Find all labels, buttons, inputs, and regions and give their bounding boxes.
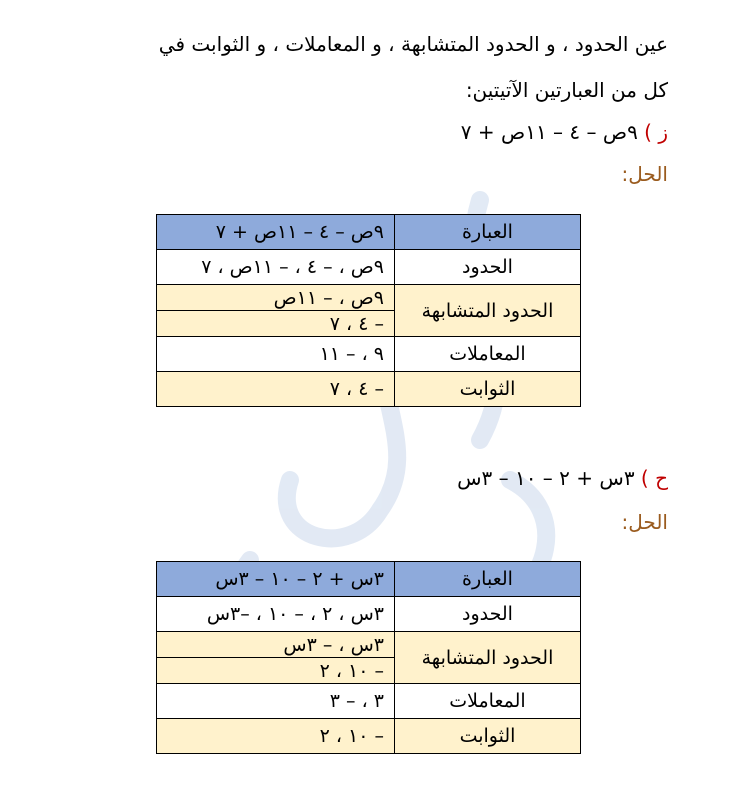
problem-2-solution-label: الحل:: [621, 510, 668, 534]
table-row-constants: [157, 719, 581, 754]
table-row-constants: [157, 372, 581, 407]
terms-label: الحدود: [395, 597, 581, 632]
like-terms-value-1: ٩ص ، – ١١ص: [157, 285, 395, 311]
table-row-expression: [157, 562, 581, 597]
table-row-coefficients: [157, 684, 581, 719]
expression-value: ٣س + ٢ – ١٠ – ٣س: [157, 562, 395, 597]
expression-label: العبارة: [395, 562, 581, 597]
table-row-coefficients: [157, 337, 581, 372]
problem-2-heading: [457, 466, 668, 490]
coefficients-label: المعاملات: [395, 337, 581, 372]
problem-1-heading: [461, 120, 668, 144]
expression-label: العبارة: [395, 215, 581, 250]
coefficients-value: ٣ ، – ٣: [157, 684, 395, 719]
terms-label: الحدود: [395, 250, 581, 285]
like-terms-value-2: – ٤ ، ٧: [157, 311, 395, 337]
table-row-like-terms: [157, 285, 581, 311]
like-terms-value-1: ٣س ، – ٣س: [157, 632, 395, 658]
instruction-line-2: كل من العبارتين الآتيتين:: [465, 78, 668, 102]
constants-label: الثوابت: [395, 719, 581, 754]
like-terms-label: الحدود المتشابهة: [395, 285, 581, 337]
constants-value: – ٤ ، ٧: [157, 372, 395, 407]
problem-2-table: [156, 561, 581, 754]
coefficients-value: ٩ ، – ١١: [157, 337, 395, 372]
problem-1-solution-label: الحل:: [621, 162, 668, 186]
problem-1-expression: ٩ص – ٤ – ١١ص + ٧: [460, 120, 638, 144]
constants-label: الثوابت: [395, 372, 581, 407]
problem-1-label: ز ): [644, 120, 668, 144]
terms-value: ٩ص ، – ٤ ، – ١١ص ، ٧: [157, 250, 395, 285]
instruction-line-1: عين الحدود ، و الحدود المتشابهة ، و المعاملات ، و الثوابت في: [158, 32, 668, 56]
problem-2-label: ح ): [640, 466, 668, 490]
table-row-terms: [157, 250, 581, 285]
terms-value: ٣س ، ٢ ، – ١٠ ، –٣س: [157, 597, 395, 632]
problem-2-expression: ٣س + ٢ – ١٠ – ٣س: [457, 466, 635, 490]
table-row-terms: [157, 597, 581, 632]
coefficients-label: المعاملات: [395, 684, 581, 719]
like-terms-value-2: – ١٠ ، ٢: [157, 658, 395, 684]
expression-value: ٩ص – ٤ – ١١ص + ٧: [157, 215, 395, 250]
table-row-expression: [157, 215, 581, 250]
problem-1-table: [156, 214, 581, 407]
constants-value: – ١٠ ، ٢: [157, 719, 395, 754]
like-terms-label: الحدود المتشابهة: [395, 632, 581, 684]
table-row-like-terms: [157, 632, 581, 658]
